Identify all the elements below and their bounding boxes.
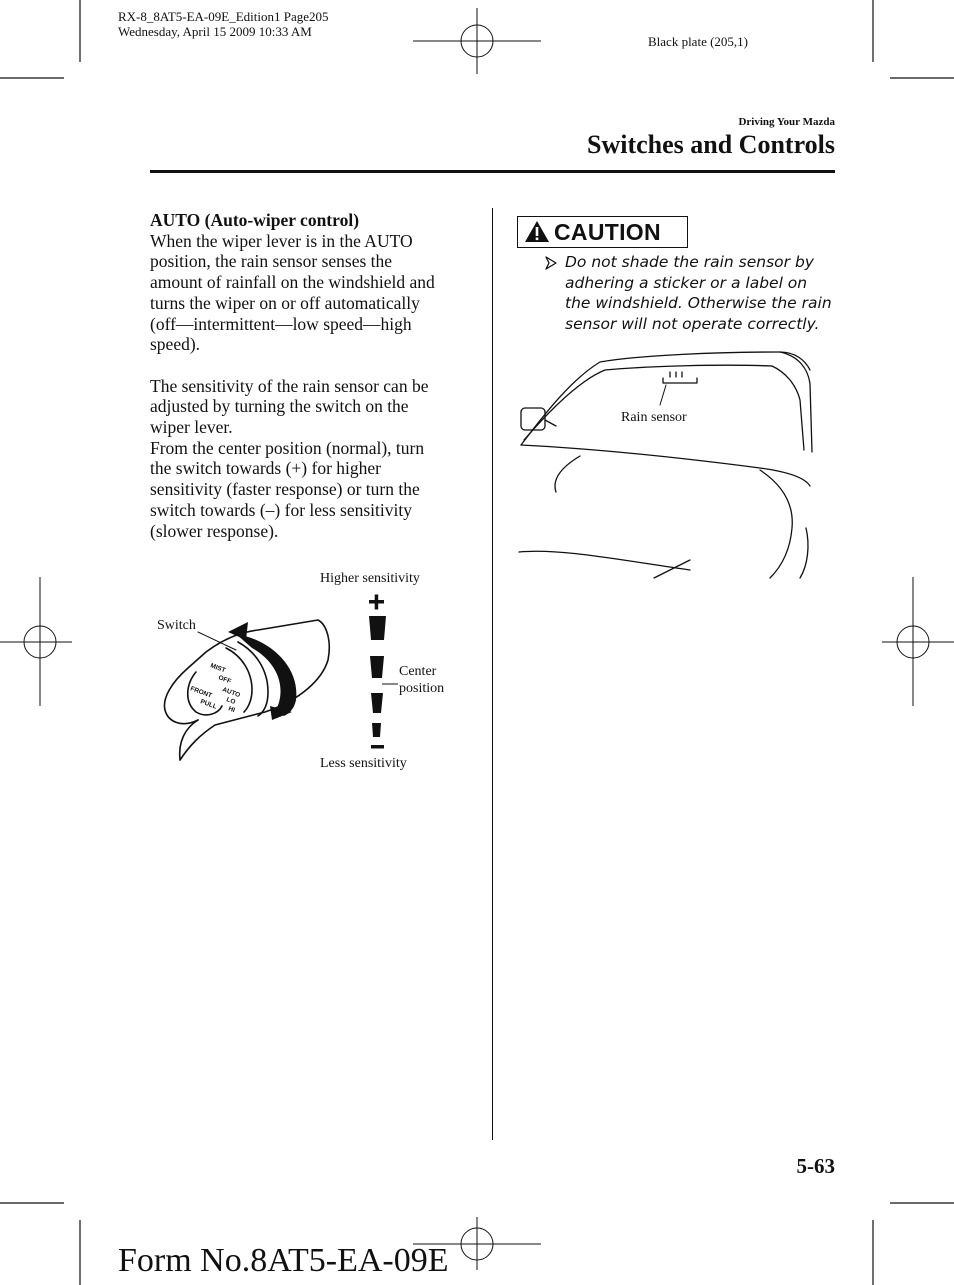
caution-label: CAUTION — [554, 218, 661, 245]
text-line: wiper lever. — [150, 417, 233, 438]
text-line: The sensitivity of the rain sensor can be — [150, 375, 429, 396]
lever-mark-mist: MIST — [209, 662, 227, 675]
center-label-line2: position — [399, 681, 445, 696]
text-line: sensitivity (faster response) or turn the — [150, 479, 420, 500]
switch-label: Switch — [157, 618, 196, 633]
rain-sensor-leader — [660, 385, 666, 405]
caution-line: Do not shade the rain sensor by — [565, 253, 814, 271]
hood-front — [519, 551, 690, 570]
lever-mark-off: OFF — [217, 674, 232, 686]
text-line: position, the rain sensor senses the — [150, 251, 393, 272]
windshield-glass — [524, 365, 772, 440]
doc-info-line2: Wednesday, April 15 2009 10:33 AM — [118, 24, 312, 39]
fender-edge — [800, 528, 808, 578]
text-line: From the center position (normal), turn — [150, 437, 425, 458]
doc-info-line1: RX-8_8AT5-EA-09E_Edition1 Page205 — [118, 9, 329, 24]
text-line: (slower response). — [150, 520, 279, 541]
rain-sensor-body — [663, 378, 697, 383]
text-line: speed). — [150, 334, 201, 355]
lever-mark-pull: PULL — [199, 698, 218, 711]
lever-mark-auto: AUTO — [221, 686, 241, 700]
less-sensitivity-label: Less sensitivity — [320, 756, 407, 771]
text-line: When the wiper lever is in the AUTO — [150, 230, 413, 251]
a-pillar — [772, 366, 804, 450]
caution-line: sensor will not operate correctly. — [565, 315, 820, 334]
fender-curve — [760, 470, 792, 578]
section-name: Driving Your Mazda — [738, 116, 835, 128]
text-line: the switch towards (+) for higher — [150, 458, 381, 479]
lever-mark-front: FRONT — [189, 685, 213, 700]
form-number: Form No.8AT5-EA-09E — [118, 1242, 449, 1279]
rain-sensor-dots — [670, 372, 682, 377]
text-line: turns the wiper on or off automatically — [150, 292, 420, 313]
text-line: switch towards (–) for less sensitivity — [150, 499, 412, 520]
higher-sensitivity-label: Higher sensitivity — [320, 571, 420, 586]
center-label-line1: Center — [399, 664, 437, 679]
section-heading: AUTO (Auto-wiper control) — [150, 210, 360, 230]
hood-crease — [555, 456, 580, 492]
text-line: (off―intermittent―low speed―high — [150, 313, 412, 334]
mirror-stem — [545, 420, 556, 426]
caution-line: adhering a sticker or a label on — [565, 273, 808, 292]
page-title: Switches and Controls — [586, 130, 835, 159]
plate-label: Black plate (205,1) — [648, 34, 748, 49]
roof-edge — [780, 352, 812, 452]
cowl-line — [521, 445, 810, 486]
rain-sensor-label: Rain sensor — [621, 410, 687, 425]
lever-mark-lo: LO — [225, 696, 237, 706]
caution-line: the windshield. Otherwise the rain — [565, 294, 832, 313]
text-line: adjusted by turning the switch on the — [150, 396, 409, 417]
text-line: amount of rainfall on the windshield and — [150, 272, 435, 293]
page-number: 5-63 — [796, 1154, 835, 1178]
lever-mark-hi: HI — [227, 705, 236, 715]
